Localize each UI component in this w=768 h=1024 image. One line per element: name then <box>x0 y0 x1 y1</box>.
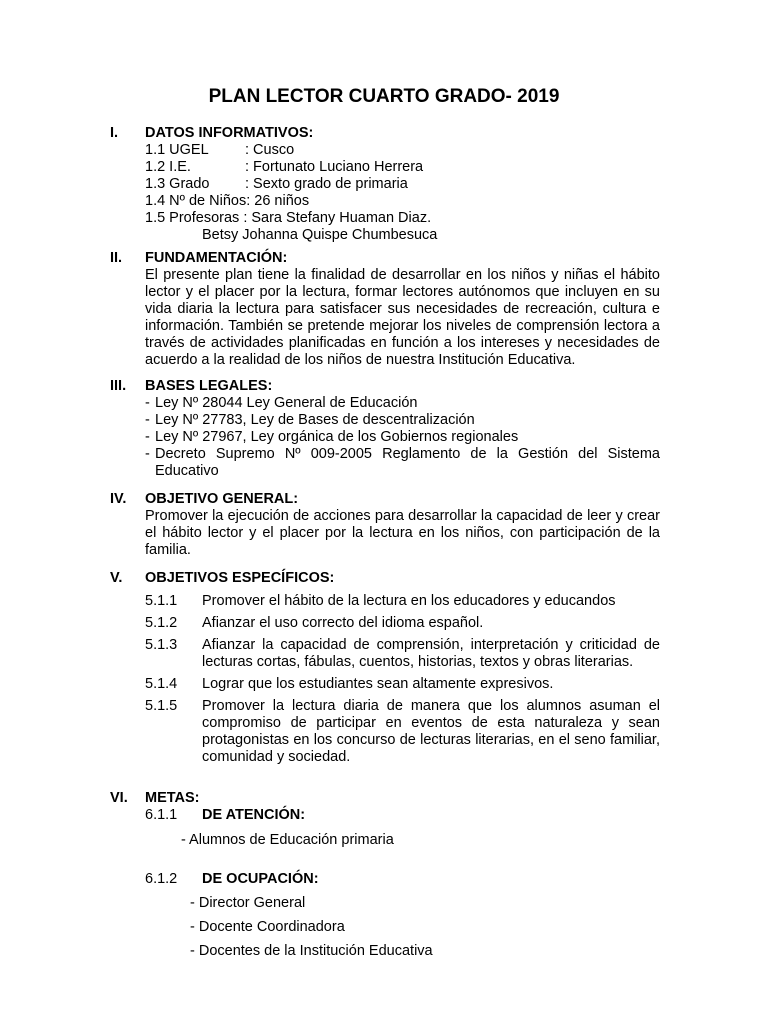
section-heading: BASES LEGALES: <box>145 378 273 394</box>
section-bases-legales <box>110 378 660 480</box>
list-item <box>145 429 660 446</box>
subsection-heading <box>145 807 660 824</box>
dash-bullet: - <box>145 395 150 411</box>
objective-text: Promover el hábito de la lectura en los educadores y educandos <box>202 593 616 609</box>
section-fundamentacion <box>110 250 660 369</box>
info-row <box>145 210 660 227</box>
subsection-list <box>181 832 660 849</box>
objective-number: 5.1.2 <box>145 615 178 631</box>
section-heading: FUNDAMENTACIÓN: <box>145 250 288 266</box>
objective-item <box>145 593 660 610</box>
section-number: III. <box>110 378 127 394</box>
list-item <box>145 412 660 429</box>
subsection-number: 6.1.1 <box>145 807 178 823</box>
info-row <box>145 176 660 193</box>
info-value: : Sara Stefany Huaman Diaz. <box>243 210 432 226</box>
section-number: VI. <box>110 790 128 806</box>
list-item: - Docente Coordinadora <box>190 919 345 935</box>
subsection-list <box>190 895 660 960</box>
list-item-text: Decreto Supremo Nº 009-2005 Reglamento de la Gestión del Sistema Educativo <box>155 446 660 479</box>
objective-item <box>145 637 660 671</box>
dash-bullet: - <box>145 446 150 462</box>
section-paragraph: El presente plan tiene la finalidad de desarrollar en los niños y niñas el hábito lector y el placer por la lectura, formar lectores autónomos que incluyen en su vida diaria la lectura para satisfacer sus necesidades de recreación, cultura e información. También se pretende mejorar los niveles de comprensión lectora a través de actividades planificadas en función a los intereses y necesidades de acuerdo a la realidad de los niños de nuestra Institución Educativa. <box>145 267 660 368</box>
info-label: 1.3 Grado <box>145 176 210 192</box>
list-item <box>145 446 660 480</box>
section-number: II. <box>110 250 123 266</box>
info-label: 1.5 Profesoras <box>145 210 240 226</box>
section-number: IV. <box>110 491 127 507</box>
subsection-title: DE ATENCIÓN: <box>202 807 306 823</box>
objective-number: 5.1.3 <box>145 637 178 653</box>
info-value: : Sexto grado de primaria <box>245 176 408 192</box>
dash-bullet: - <box>145 429 150 445</box>
objective-item <box>145 676 660 693</box>
list-item: - Alumnos de Educación primaria <box>181 832 394 848</box>
subsection-title: DE OCUPACIÓN: <box>202 871 319 887</box>
objective-text: Afianzar el uso correcto del idioma español. <box>202 615 484 631</box>
section-metas <box>110 790 660 960</box>
info-label: 1.2 I.E. <box>145 159 191 175</box>
info-row <box>145 142 660 159</box>
info-value: : Cusco <box>245 142 295 158</box>
subsection-number: 6.1.2 <box>145 871 178 887</box>
info-extra-name: Betsy Johanna Quispe Chumbesuca <box>202 227 438 243</box>
info-row <box>145 159 660 176</box>
objective-number: 5.1.1 <box>145 593 178 609</box>
objective-item <box>145 698 660 766</box>
section-heading: METAS: <box>145 790 200 806</box>
objective-text: Lograr que los estudiantes sean altamente expresivos. <box>202 676 554 692</box>
info-row <box>145 193 660 210</box>
list-item-text: Ley Nº 27967, Ley orgánica de los Gobiernos regionales <box>155 429 519 445</box>
objective-number: 5.1.5 <box>145 698 178 714</box>
list-item: - Docentes de la Institución Educativa <box>190 943 433 959</box>
section-paragraph: Promover la ejecución de acciones para desarrollar la capacidad de leer y crear el hábito lector y el placer por la lectura en los niños, con participación de la familia. <box>145 508 660 558</box>
objective-text: Afianzar la capacidad de comprensión, interpretación y criticidad de lecturas cortas, fábulas, cuentos, historias, textos y obras literarias. <box>202 637 660 670</box>
objective-text: Promover la lectura diaria de manera que los alumnos asuman el compromiso de participar en eventos de esta naturaleza y sean protagonistas en los concurso de lecturas literarias, en el seno familiar, comunidad y sociedad. <box>202 698 660 765</box>
page-title: PLAN LECTOR CUARTO GRADO- 2019 <box>208 86 560 107</box>
objective-number: 5.1.4 <box>145 676 178 692</box>
section-heading: OBJETIVO GENERAL: <box>145 491 299 507</box>
dash-bullet: - <box>145 412 150 428</box>
section-number: V. <box>110 570 123 586</box>
info-value: : Fortunato Luciano Herrera <box>245 159 424 175</box>
info-label: 1.4 Nº de Niños <box>145 193 247 209</box>
list-item-text: Ley Nº 28044 Ley General de Educación <box>155 395 418 411</box>
list-item <box>145 395 660 412</box>
list-item-text: Ley Nº 27783, Ley de Bases de descentralización <box>155 412 475 428</box>
list-item: - Director General <box>190 895 306 911</box>
section-objetivos-especificos <box>110 570 660 766</box>
section-heading: DATOS INFORMATIVOS: <box>145 125 314 141</box>
info-label: 1.1 UGEL <box>145 142 209 158</box>
section-number: I. <box>110 125 119 141</box>
subsection-heading <box>145 871 660 888</box>
objective-item <box>145 615 660 632</box>
section-objetivo-general <box>110 491 660 559</box>
section-heading: OBJETIVOS ESPECÍFICOS: <box>145 570 335 586</box>
info-value: : 26 niños <box>246 193 310 209</box>
section-datos-informativos <box>110 125 660 244</box>
